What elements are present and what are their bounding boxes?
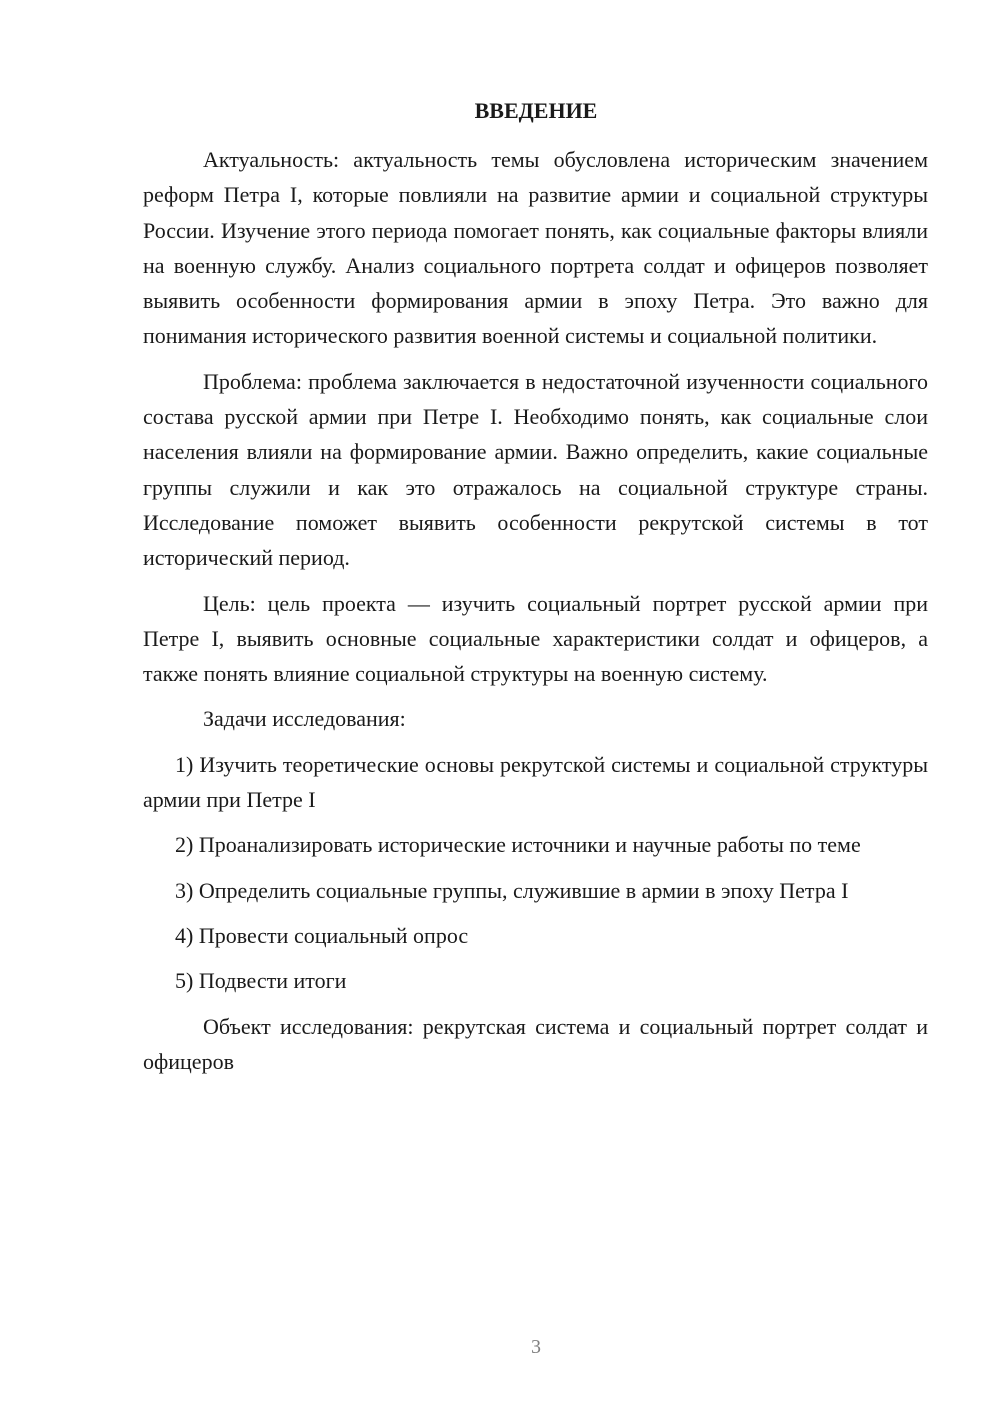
paragraph-problem: Проблема: проблема заключается в недостаточной изученности социального состава русской армии при Петре I. Необходимо понять, как социальные слои населения влияли на формирование армии. Важно определить, какие социальные группы служили и как это отражалось на социальной структуре страны. Исследование поможет выявить особенности рекрутской системы в тот исторический период. <box>143 368 928 571</box>
paragraph-tasks-heading: Задачи исследования: <box>203 706 406 732</box>
task-item-4: 4) Провести социальный опрос <box>175 922 469 948</box>
paragraph-goal: Цель: цель проекта — изучить социальный портрет русской армии при Петре I, выявить основные социальные характеристики солдат и офицеров, а также понять влияние социальной структуры на военную систему. <box>143 590 928 687</box>
task-item-1: 1) Изучить теоретические основы рекрутской системы и социальной структуры армии при Петре I <box>143 751 928 813</box>
paragraph-relevance: Актуальность: актуальность темы обусловлена историческим значением реформ Петра I, которые повлияли на развитие армии и социальной структуры России. Изучение этого периода помогает понять, как социальные факторы влияли на военную службу. Анализ социального портрета солдат и офицеров позволяет выявить особенности формирования армии в эпоху Петра. Это важно для понимания исторического развития военной системы и социальной политики. <box>143 147 928 349</box>
page-title: ВВЕДЕНИЕ <box>474 98 598 123</box>
page-number: 3 <box>531 1336 541 1358</box>
task-item-3: 3) Определить социальные группы, служившие в армии в эпоху Петра I <box>175 877 849 903</box>
task-item-2: 2) Проанализировать исторические источники и научные работы по теме <box>175 832 861 858</box>
document-body <box>143 142 928 1089</box>
paragraph-object: Объект исследования: рекрутская система и социальный портрет солдат и офицеров <box>143 1013 928 1074</box>
task-item-5: 5) Подвести итоги <box>175 968 347 994</box>
